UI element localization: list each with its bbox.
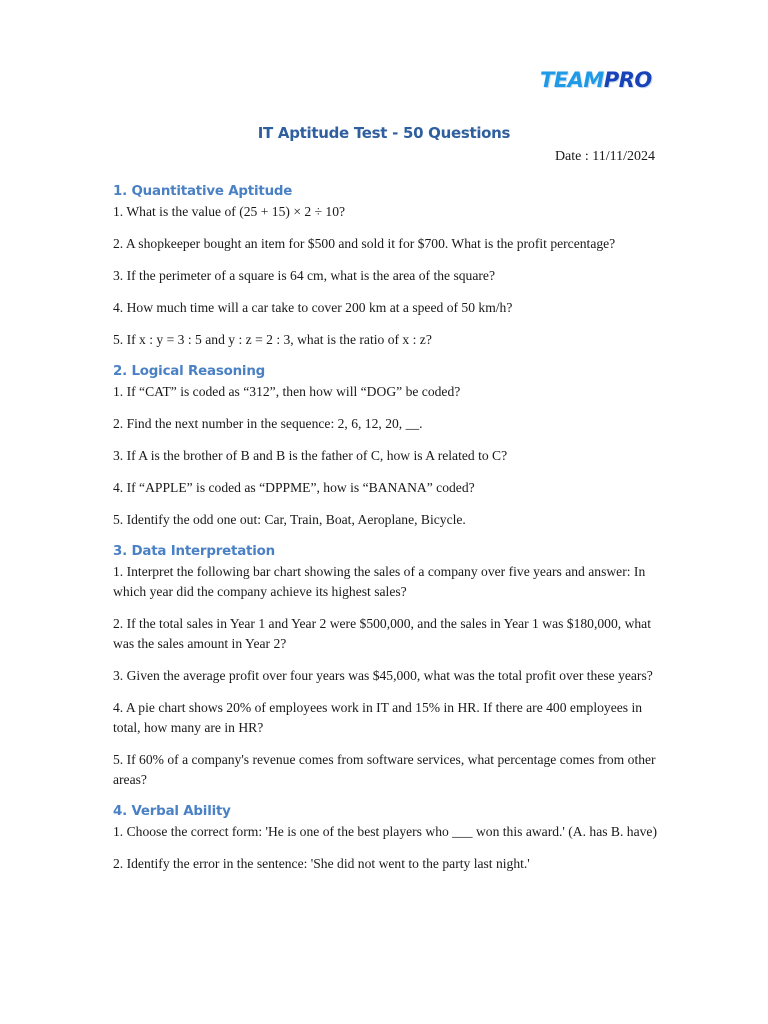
question-item: 5. Identify the odd one out: Car, Train, Boat, Aeroplane, Bicycle. [113, 512, 466, 527]
section-heading: 4. Verbal Ability [113, 804, 231, 819]
question-item: 4. How much time will a car take to cover 200 km at a speed of 50 km/h? [113, 300, 513, 315]
question-item: 3. If the perimeter of a square is 64 cm, what is the area of the square? [113, 268, 495, 283]
question-item: 1. Choose the correct form: 'He is one of the best players who ___ won this award.' (A. has B. have) [113, 824, 657, 839]
section-logical-reasoning [113, 362, 661, 530]
question-item: 2. Identify the error in the sentence: 'She did not went to the party last night.' [113, 856, 530, 871]
question-item: 2. A shopkeeper bought an item for $500 and sold it for $700. What is the profit percentage? [113, 236, 616, 251]
logo-text-team: TEAM [540, 68, 604, 92]
question-item: 1. Interpret the following bar chart showing the sales of a company over five years and answer: In which year did the company achieve its highest sales? [113, 564, 646, 599]
question-item: 4. If “APPLE” is coded as “DPPME”, how is “BANANA” coded? [113, 480, 475, 495]
section-data-interpretation [113, 542, 661, 790]
question-item: 4. A pie chart shows 20% of employees work in IT and 15% in HR. If there are 400 employees in total, how many are in HR? [113, 700, 643, 735]
document-date: Date : 11/11/2024 [554, 149, 655, 164]
question-item: 5. If 60% of a company's revenue comes from software services, what percentage comes from other areas? [113, 752, 656, 787]
section-heading: 2. Logical Reasoning [113, 364, 266, 379]
question-item: 2. If the total sales in Year 1 and Year 2 were $500,000, and the sales in Year 1 was $180,000, what was the sales amount in Year 2? [113, 616, 651, 651]
question-item: 2. Find the next number in the sequence: 2, 6, 12, 20, __. [113, 416, 423, 431]
section-verbal-ability [113, 802, 661, 874]
section-heading: 3. Data Interpretation [113, 544, 275, 559]
teampro-logo [540, 66, 654, 94]
section-quantitative-aptitude [113, 182, 661, 350]
document-body [113, 182, 661, 886]
question-item: 3. Given the average profit over four years was $45,000, what was the total profit over these years? [113, 668, 653, 683]
document-title: IT Aptitude Test - 50 Questions [257, 124, 511, 142]
question-item: 3. If A is the brother of B and B is the father of C, how is A related to C? [113, 448, 508, 463]
logo-text-pro: PRO [603, 68, 652, 92]
question-item: 1. What is the value of (25 + 15) × 2 ÷ 10? [113, 204, 346, 219]
section-heading: 1. Quantitative Aptitude [113, 184, 293, 199]
question-item: 5. If x : y = 3 : 5 and y : z = 2 : 3, what is the ratio of x : z? [113, 332, 432, 347]
question-item: 1. If “CAT” is coded as “312”, then how will “DOG” be coded? [113, 384, 461, 399]
